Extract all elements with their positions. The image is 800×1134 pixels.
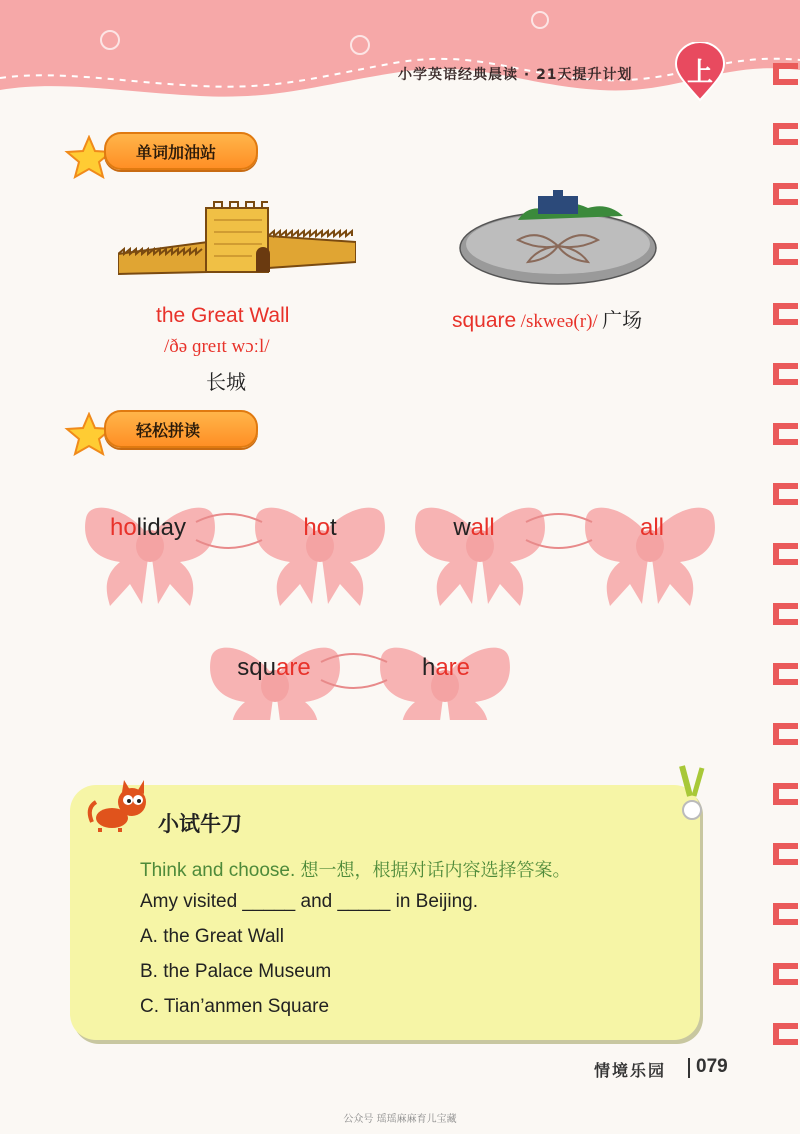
page-number: 079 xyxy=(696,1056,728,1077)
practice-title: 小试牛刀 xyxy=(158,812,242,836)
option-b: B. the Palace Museum xyxy=(140,961,332,982)
word-phonetic-square: /skweə(r)/ xyxy=(520,311,598,332)
option-c: C. Tian’anmen Square xyxy=(140,996,330,1017)
notebook-ring-edge xyxy=(768,60,800,1100)
option-a: A. the Great Wall xyxy=(140,926,284,947)
card-tag-hook-icon xyxy=(672,762,712,832)
footer-divider xyxy=(688,1058,690,1078)
bow-word-holiday: holiday xyxy=(109,514,187,541)
section-tag-vocab xyxy=(104,132,258,170)
section-title-vocab: 单词加油站 xyxy=(136,143,217,162)
word-english-square: square xyxy=(452,309,517,332)
bow-word-wall: wall xyxy=(453,514,495,541)
bow-word-hare: hare xyxy=(421,654,471,681)
bow-pairs-graphic xyxy=(0,470,760,720)
word-chinese-great-wall: 长城 xyxy=(206,370,246,394)
word-phonetic-great-wall: /ðə ɡreɪt wɔːl/ xyxy=(164,336,270,357)
bow-word-all: all xyxy=(639,514,664,541)
question-text: Amy visited _____ and _____ in Beijing. xyxy=(140,891,479,912)
volume-label: 上 xyxy=(686,58,713,88)
word-chinese-square: 广场 xyxy=(602,308,643,332)
section-title-phonics: 轻松拼读 xyxy=(136,421,201,440)
cat-mascot-icon xyxy=(86,778,152,834)
city-square-illustration xyxy=(458,190,658,290)
word-row-square xyxy=(452,304,642,333)
watermark-text: 公众号 瑶瑶麻麻育儿宝藏 xyxy=(343,1114,457,1125)
footer-section-label: 情境乐园 xyxy=(594,1061,667,1080)
section-tag-phonics xyxy=(104,410,258,448)
word-english-great-wall: the Great Wall xyxy=(156,304,290,327)
instruction-english: Think and choose. xyxy=(140,860,296,881)
bow-word-hot: hot xyxy=(303,514,337,541)
great-wall-illustration xyxy=(118,198,356,280)
practice-instruction xyxy=(140,856,571,882)
bow-word-square: square xyxy=(237,654,311,681)
instruction-chinese: 想一想，根据对话内容选择答案。 xyxy=(300,860,571,881)
series-title: 小学英语经典晨读 · 21天提升计划 xyxy=(398,67,633,83)
